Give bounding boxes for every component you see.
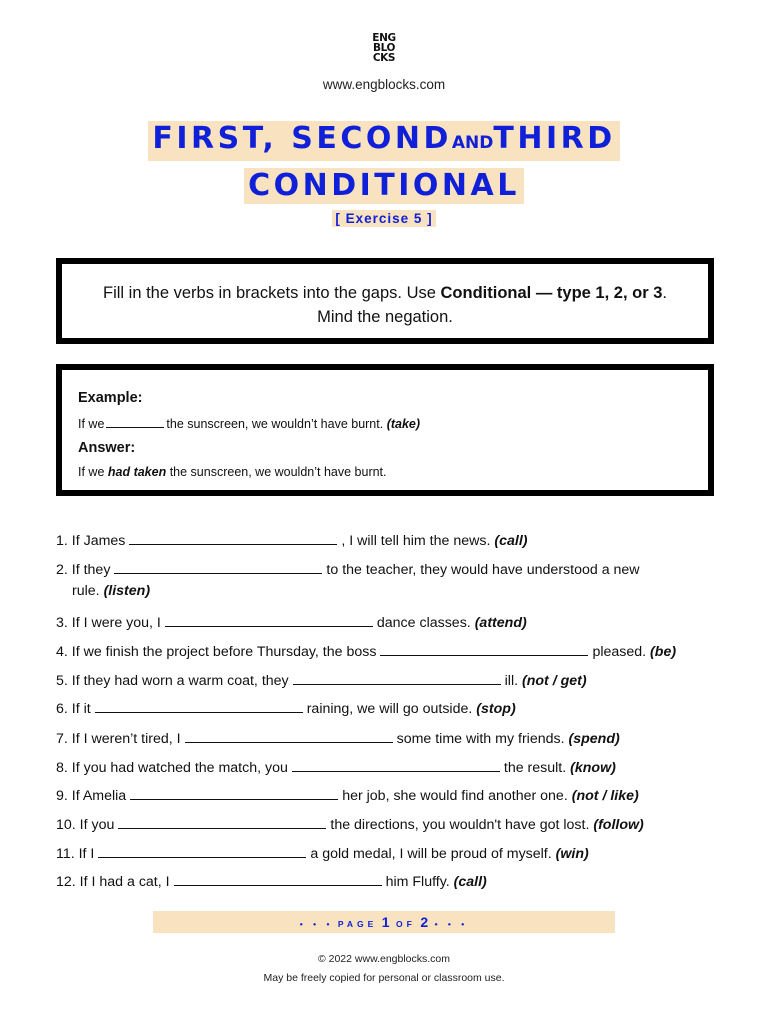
exercise-label [0,210,768,228]
instructions-bold: Conditional — type 1, 2, or 3 [440,284,663,302]
question-post: the directions, you wouldn't have got lost. [330,817,590,833]
question-hint: (know) [570,760,616,776]
answer-blank[interactable] [293,670,501,685]
question-hint: (win) [555,846,589,862]
title-line-2 [0,168,768,204]
question-post: to the teacher, they would have understood a new [326,562,640,578]
exercise-number: [ Exercise 5 ] [332,210,435,227]
question-post: pleased. [592,644,647,660]
example-pre: If we [78,417,105,431]
answer-blank[interactable] [130,785,338,800]
question-pre: 1. If James [56,533,126,549]
question-post: ill. [504,673,519,689]
answer-blank[interactable] [185,728,393,743]
question-hint: (be) [650,644,677,660]
page-total: 2 [420,914,431,930]
question-10 [56,814,644,833]
answer-blank[interactable] [98,843,306,858]
question-pre: 10. If you [56,817,115,833]
question-pre: 4. If we finish the project before Thursday, the boss [56,644,377,660]
question-12 [56,871,487,890]
example-hint: (take) [386,417,421,431]
copyright: © 2022 www.engblocks.com [317,953,451,965]
question-5 [56,670,587,689]
question-pre: 8. If you had watched the match, you [56,760,288,776]
question-post: raining, we will go outside. [306,701,473,717]
question-post: , I will tell him the news. [341,533,491,549]
title-part1: FIRST, SECOND [152,121,452,156]
question-1 [56,530,528,549]
title-line-1 [0,121,768,161]
instructions-box [56,258,714,344]
answer-blank[interactable] [165,612,373,627]
answer-sentence [78,465,387,479]
question-hint: (call) [494,533,528,549]
answer-bold: had taken [107,465,167,479]
dots-left: • • • [299,919,334,929]
answer-blank[interactable] [292,757,500,772]
license-note: May be freely copied for personal or classroom use. [263,972,505,984]
engblocks-logo [0,33,768,66]
logo-line-3: CKS [372,52,396,64]
title-part2: THIRD [493,121,616,156]
question-post: a gold medal, I will be proud of myself. [310,846,552,862]
instructions-text [86,281,684,329]
question-11 [56,843,589,862]
answer-post: the sunscreen, we wouldn’t have burnt. [166,465,387,479]
page-number: 1 [381,914,392,930]
question-pre: 3. If I were you, I [56,615,161,631]
question-post: him Fluffy. [385,874,450,890]
example-blank [106,415,164,428]
logo-line-1: ENG [372,32,396,44]
question-cont: rule. [72,583,100,599]
question-pre: 6. If it [56,701,91,717]
answer-blank[interactable] [174,871,382,886]
question-pre: 5. If they had worn a warm coat, they [56,673,289,689]
page-indicator [153,911,615,933]
question-3 [56,612,527,631]
question-post: dance classes. [376,615,471,631]
title-connector: AND [451,133,494,153]
example-sentence [78,415,420,431]
question-hint: (follow) [593,817,644,833]
question-pre: 9. If Amelia [56,788,127,804]
answer-blank[interactable] [129,530,337,545]
example-post: the sunscreen, we wouldn’t have burnt. [166,417,384,431]
question-hint: (call) [453,874,487,890]
answer-label: Answer: [78,440,136,456]
question-pre: 2. If they [56,562,111,578]
logo-line-2: BLO [372,42,396,54]
answer-blank[interactable] [114,559,322,574]
question-post: her job, she would find another one. [342,788,568,804]
title-line2-text: CONDITIONAL [244,168,524,204]
question-9 [56,785,639,804]
instructions-post: . Mind the negation. [317,284,667,326]
instructions-pre: Fill in the verbs in brackets into the gaps. Use [103,284,441,302]
question-post: the result. [503,760,567,776]
answer-blank[interactable] [118,814,326,829]
question-hint: (spend) [568,731,620,747]
question-7 [56,728,620,747]
question-2 [56,559,640,578]
question-2-continued [72,583,150,599]
question-4 [56,641,676,660]
site-url[interactable]: www.engblocks.com [322,77,446,92]
question-pre: 11. If I [56,846,95,862]
question-hint: (stop) [476,701,516,717]
question-pre: 12. If I had a cat, I [56,874,170,890]
question-hint: (listen) [103,583,151,599]
answer-blank[interactable] [95,698,303,713]
of-word: OF [396,919,416,929]
answer-blank[interactable] [380,641,588,656]
question-6 [56,698,516,717]
example-box [56,364,714,496]
question-hint: (not / like) [571,788,639,804]
question-pre: 7. If I weren’t tired, I [56,731,181,747]
answer-pre: If we [78,465,108,479]
question-8 [56,757,616,776]
example-label: Example: [78,390,143,406]
page-word: PAGE [337,919,378,929]
dots-right: • • • [434,919,469,929]
question-hint: (attend) [474,615,527,631]
question-hint: (not / get) [522,673,587,689]
question-post: some time with my friends. [396,731,565,747]
